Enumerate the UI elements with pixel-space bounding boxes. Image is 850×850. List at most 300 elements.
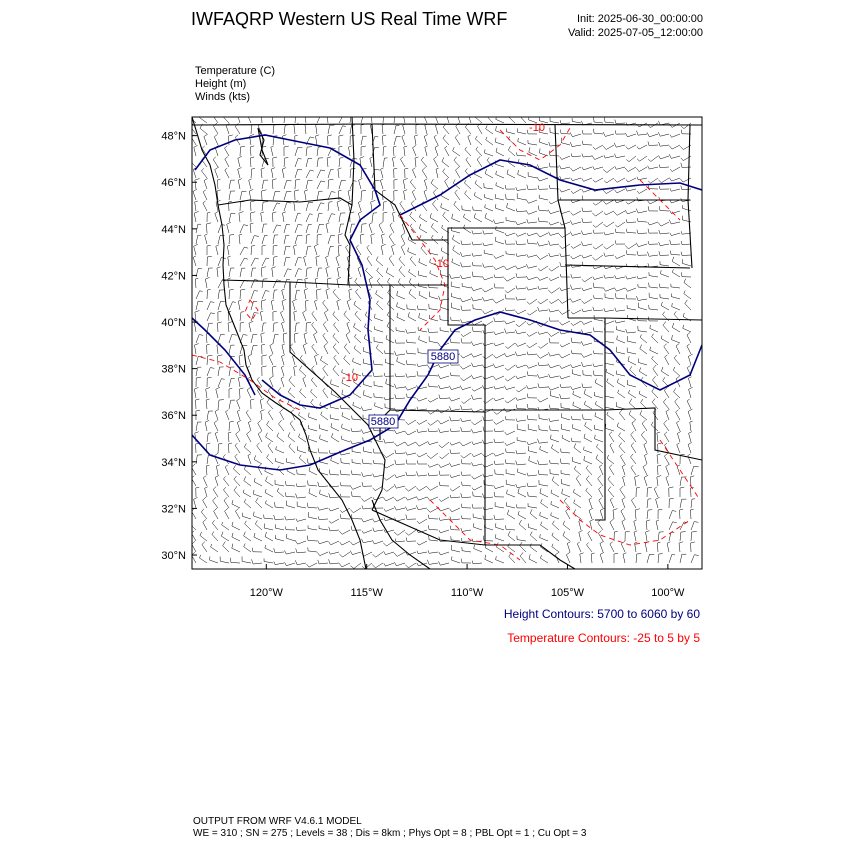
wind-barb — [376, 345, 383, 355]
wind-barb — [636, 243, 647, 247]
wind-barb — [193, 256, 196, 266]
wind-barb — [689, 387, 693, 398]
wind-barb — [361, 407, 372, 411]
wind-barb — [449, 386, 460, 390]
wind-barb — [354, 301, 361, 310]
wind-barb — [317, 158, 323, 167]
wind-barb — [450, 526, 460, 530]
wind-barb — [194, 244, 198, 255]
wind-barb — [240, 258, 248, 266]
wind-barb — [594, 295, 603, 299]
wind-barb — [361, 518, 372, 522]
wind-barb — [215, 432, 218, 442]
wind-barb — [358, 201, 361, 211]
wind-barb — [205, 487, 208, 497]
wind-barb — [382, 234, 385, 244]
wind-barb — [282, 299, 286, 310]
wind-barb — [430, 270, 438, 277]
wind-barb — [225, 157, 229, 167]
wind-barb — [605, 358, 614, 365]
wind-barb — [323, 365, 328, 376]
wind-barb — [496, 138, 505, 145]
wind-barb — [472, 462, 483, 466]
wind-barb — [276, 446, 284, 453]
wind-barb — [450, 417, 460, 422]
wind-barb — [406, 538, 416, 542]
wind-barb — [460, 298, 471, 302]
wind-barb — [268, 410, 273, 420]
wind-barb — [461, 262, 472, 267]
wind-barb — [516, 461, 526, 465]
wind-barb — [438, 420, 449, 424]
wind-barb — [461, 453, 471, 458]
wind-barb — [254, 533, 262, 541]
wind-barb — [472, 387, 482, 391]
temp-label-2: -10 — [433, 258, 449, 270]
wind-barb — [551, 490, 559, 497]
wind-barb — [190, 521, 196, 530]
wind-barb — [494, 275, 504, 278]
wind-barb — [505, 321, 516, 324]
wind-barb — [605, 293, 614, 299]
wind-barb — [390, 223, 394, 233]
wind-barb — [417, 429, 427, 432]
wind-barb — [671, 284, 680, 288]
wind-barb — [652, 356, 658, 365]
wind-barb — [284, 224, 290, 233]
wind-barb — [648, 166, 658, 169]
wind-barb — [358, 267, 361, 277]
wind-barb — [234, 476, 240, 486]
wind-barb — [330, 415, 339, 421]
valid-time: Valid: 2025-07-05_12:00:00 — [568, 27, 703, 39]
wind-barb — [429, 304, 438, 310]
wind-barb — [645, 454, 648, 464]
wind-barb — [638, 218, 648, 222]
wind-barb — [443, 124, 449, 134]
wind-barb — [462, 482, 471, 486]
wind-barb — [294, 333, 298, 343]
wind-barb — [272, 179, 276, 189]
wind-barb — [571, 386, 582, 389]
wind-barb — [690, 509, 693, 519]
wind-barb — [680, 509, 684, 519]
wind-barb — [494, 343, 504, 346]
wind-barb — [367, 245, 372, 255]
wind-barb — [401, 244, 405, 255]
wind-barb — [250, 146, 254, 156]
wind-barb — [593, 244, 603, 249]
wind-barb — [257, 443, 262, 453]
wind-barb — [485, 169, 493, 178]
wind-barb — [648, 263, 658, 267]
wind-barb — [251, 258, 259, 266]
wind-barb — [355, 334, 362, 343]
wind-barb — [352, 470, 362, 475]
wind-barb — [235, 454, 240, 464]
wind-barb — [405, 431, 416, 435]
wind-barb — [482, 276, 493, 280]
wind-barb — [202, 542, 207, 552]
wind-barb — [327, 157, 331, 167]
wind-barb — [275, 524, 284, 530]
wind-barb — [339, 224, 344, 233]
wind-barb — [428, 525, 438, 530]
wind-barb — [582, 196, 592, 200]
wind-barb — [377, 268, 383, 277]
wind-barb — [261, 333, 265, 343]
wind-barb — [256, 498, 262, 508]
wind-barb — [284, 203, 291, 212]
wind-barb — [294, 366, 297, 376]
wind-barb — [393, 212, 396, 222]
wind-barb — [397, 357, 405, 365]
wind-barb — [540, 555, 548, 563]
wind-barb — [453, 246, 460, 256]
wind-barb — [207, 344, 210, 354]
wind-barb — [527, 404, 537, 409]
wind-barb — [657, 454, 661, 464]
wind-barb — [649, 186, 659, 190]
wind-barb — [223, 542, 229, 553]
wind-barb — [689, 432, 692, 442]
wind-barb — [317, 289, 322, 299]
wind-barb — [308, 425, 317, 431]
wind-barb — [648, 156, 658, 162]
wind-barb — [196, 399, 200, 409]
wind-barb — [326, 256, 329, 266]
wind-barb — [250, 134, 255, 145]
wind-barb — [395, 442, 405, 446]
wind-barb — [273, 225, 281, 233]
wind-barb — [374, 326, 383, 332]
wind-barb — [288, 388, 295, 398]
wind-barb — [677, 431, 681, 442]
wind-barb — [659, 230, 669, 234]
wind-barb — [417, 364, 427, 367]
wind-barb — [609, 432, 614, 442]
wind-barb — [320, 490, 328, 497]
wind-barb — [605, 424, 614, 431]
wind-barb — [224, 476, 230, 486]
wind-barb — [603, 288, 614, 292]
wind-barb — [350, 551, 361, 555]
wind-barb — [526, 276, 537, 280]
wind-barb — [295, 290, 300, 299]
wind-barb — [528, 424, 537, 431]
wind-barb — [350, 169, 355, 178]
wind-barb — [333, 289, 339, 299]
wind-barb — [628, 356, 636, 365]
wind-barb — [284, 146, 289, 156]
wind-barb — [194, 145, 198, 156]
wind-barb — [273, 334, 279, 343]
wind-barb — [359, 178, 363, 189]
wind-barb — [550, 460, 559, 464]
wind-barb — [645, 541, 649, 552]
wind-barb — [561, 470, 570, 475]
wind-barb — [579, 530, 583, 541]
wind-barb — [254, 478, 262, 486]
wind-barb — [615, 275, 625, 279]
wind-barb — [206, 399, 209, 409]
lat-tick-label: 46°N — [161, 177, 186, 190]
boundaries — [192, 117, 702, 569]
wind-barb — [627, 380, 636, 387]
wind-barb — [296, 484, 306, 487]
wind-barb — [319, 526, 328, 531]
wind-barb — [273, 323, 278, 332]
wind-barb — [472, 486, 482, 490]
wind-barb — [573, 489, 581, 497]
wind-barb — [249, 321, 253, 332]
wind-barb — [505, 240, 515, 244]
wind-barb — [309, 488, 317, 497]
wind-barb — [331, 433, 339, 442]
wind-barb — [593, 307, 603, 311]
wind-barb — [688, 409, 692, 420]
wind-barb — [571, 244, 581, 248]
wind-barb — [228, 432, 231, 442]
wind-barb — [251, 313, 259, 321]
wind-barb — [407, 305, 416, 311]
wind-barb — [560, 384, 570, 387]
wind-barb — [552, 521, 559, 530]
wind-barb — [647, 487, 652, 497]
wind-barb — [581, 362, 592, 366]
wind-barb — [676, 410, 680, 421]
wind-barb — [516, 241, 526, 245]
wind-barb — [483, 416, 493, 420]
wind-barb — [409, 289, 416, 299]
wind-barb — [616, 347, 625, 354]
wind-barb — [562, 489, 570, 497]
wind-barb — [394, 168, 398, 178]
wind-barb — [383, 453, 394, 458]
wind-barb — [238, 300, 241, 310]
wind-barb — [339, 530, 350, 534]
wind-barb — [251, 246, 255, 255]
wind-barb — [493, 376, 504, 380]
wind-barb — [436, 124, 439, 134]
wind-barb — [362, 539, 373, 543]
wind-barb — [339, 115, 347, 123]
height-legend: Height Contours: 5700 to 6060 by 60 — [503, 607, 700, 621]
wind-barb — [518, 170, 526, 178]
wind-barb — [214, 135, 218, 146]
wind-barb — [494, 386, 504, 389]
wind-barb — [505, 365, 515, 370]
wind-barb — [505, 459, 515, 464]
wind-barb — [677, 443, 680, 453]
wind-barb — [196, 235, 201, 244]
lat-tick-label: 42°N — [161, 270, 186, 283]
wind-barb — [634, 531, 637, 541]
wind-barb — [593, 166, 603, 169]
wind-barb — [327, 113, 331, 123]
wind-barb — [691, 542, 695, 552]
wind-barb — [297, 502, 306, 508]
wind-barb — [264, 524, 273, 531]
wind-barb — [427, 497, 438, 501]
wind-barb — [594, 117, 603, 123]
wind-barb — [572, 416, 581, 420]
wind-barb — [273, 311, 277, 321]
wind-barb — [570, 220, 581, 224]
wind-barb — [439, 395, 449, 399]
wind-barb — [439, 518, 449, 521]
wind-barb — [687, 399, 691, 409]
wind-barb — [468, 112, 472, 123]
wind-barb — [441, 203, 449, 211]
wind-barb — [483, 343, 493, 346]
wind-barb — [581, 242, 592, 246]
wind-barb — [207, 289, 211, 299]
wind-barb — [222, 522, 229, 530]
wind-barb — [631, 454, 637, 464]
wind-barb — [434, 157, 438, 168]
lon-tick-label: 105°W — [550, 587, 585, 599]
wind-barb — [527, 287, 537, 291]
wind-barb — [207, 223, 212, 233]
wind-barb — [622, 464, 626, 475]
wind-barb — [656, 520, 659, 530]
wind-barb — [355, 311, 361, 321]
wind-barb — [382, 124, 385, 134]
wind-barb — [304, 256, 307, 266]
wind-barb — [472, 442, 482, 445]
wind-barb — [625, 244, 636, 249]
wind-barb — [303, 343, 307, 354]
wind-barb — [195, 311, 200, 322]
wind-barb — [372, 213, 377, 222]
wind-barb — [275, 458, 284, 464]
wind-barb — [450, 495, 460, 498]
wind-barb — [537, 233, 548, 237]
wind-barb — [640, 335, 647, 344]
wind-barb — [341, 458, 350, 464]
wind-barb — [352, 447, 361, 453]
wind-barb — [374, 337, 383, 343]
wind-barb — [383, 541, 394, 546]
wind-barb — [387, 300, 394, 310]
wind-barb — [538, 185, 548, 189]
wind-barb — [526, 210, 537, 214]
wind-barb — [387, 312, 394, 321]
wind-barb — [195, 278, 198, 288]
wind-barb — [681, 252, 691, 256]
wind-barb — [439, 530, 449, 533]
wind-barb — [537, 177, 548, 181]
wind-barb — [394, 506, 405, 510]
wind-barb — [453, 147, 460, 156]
wind-barb — [466, 157, 471, 167]
wind-barb — [235, 443, 240, 453]
border-nm-tx — [595, 410, 605, 520]
wind-barb — [395, 450, 405, 454]
wind-barb — [625, 167, 636, 172]
wind-barb — [218, 334, 225, 343]
wind-barb — [377, 278, 383, 288]
wind-barb — [262, 344, 265, 354]
wind-barb — [248, 354, 252, 365]
wind-barb — [450, 442, 460, 445]
wind-barb — [518, 511, 526, 519]
wind-barb — [293, 299, 297, 310]
wind-barb — [284, 550, 295, 554]
wind-barb — [320, 435, 328, 442]
wind-barb — [516, 273, 526, 277]
wind-barb — [275, 502, 284, 508]
wind-barb — [540, 534, 548, 541]
wind-barb — [338, 234, 342, 244]
wind-barb — [517, 424, 526, 431]
wind-barb — [592, 211, 603, 216]
wind-barb — [372, 540, 383, 544]
wind-barb — [604, 329, 614, 332]
wind-barb — [549, 222, 559, 225]
wind-barb — [515, 352, 526, 356]
wind-barb — [205, 234, 208, 244]
wind-barb — [549, 253, 559, 257]
wind-barb — [604, 253, 614, 257]
wind-barb — [239, 355, 243, 365]
wind-barb — [421, 157, 427, 167]
wind-barb — [616, 371, 625, 376]
wind-barb — [215, 167, 219, 178]
wind-barb — [384, 475, 394, 480]
wind-barb — [661, 367, 669, 376]
wind-barb — [647, 200, 658, 204]
wind-barb — [626, 219, 636, 222]
wind-barb — [594, 425, 603, 431]
wind-barb — [452, 556, 461, 563]
wind-barb — [308, 481, 317, 487]
wind-barb — [260, 311, 263, 321]
wind-barb — [407, 340, 417, 343]
wind-barb — [642, 420, 647, 431]
wind-barb — [376, 257, 383, 266]
wind-barb — [527, 254, 537, 257]
wind-barb — [337, 267, 340, 277]
wind-barb — [615, 255, 625, 259]
wind-barb — [560, 156, 570, 160]
wind-barb — [299, 455, 306, 464]
wind-barb — [265, 500, 273, 508]
wind-barb — [428, 428, 438, 431]
wind-barb — [684, 279, 691, 288]
wind-barb — [496, 523, 505, 530]
wind-barb — [417, 519, 427, 524]
wind-barb — [669, 178, 680, 181]
wind-barb — [339, 158, 343, 167]
wind-barb — [361, 497, 372, 502]
wind-barb — [228, 322, 233, 333]
wind-barb — [527, 473, 537, 476]
wind-barb — [637, 131, 648, 136]
wind-barb — [691, 522, 698, 530]
wind-barb — [406, 515, 416, 520]
wind-barb — [286, 481, 295, 486]
wind-barb — [239, 234, 242, 244]
wind-barb — [427, 453, 438, 459]
wind-barb — [605, 404, 614, 410]
wind-barb — [590, 519, 594, 530]
wind-barb — [215, 475, 219, 486]
wind-barb — [396, 327, 405, 332]
wind-barb — [636, 167, 647, 172]
field-winds: Winds (kts) — [195, 91, 250, 103]
